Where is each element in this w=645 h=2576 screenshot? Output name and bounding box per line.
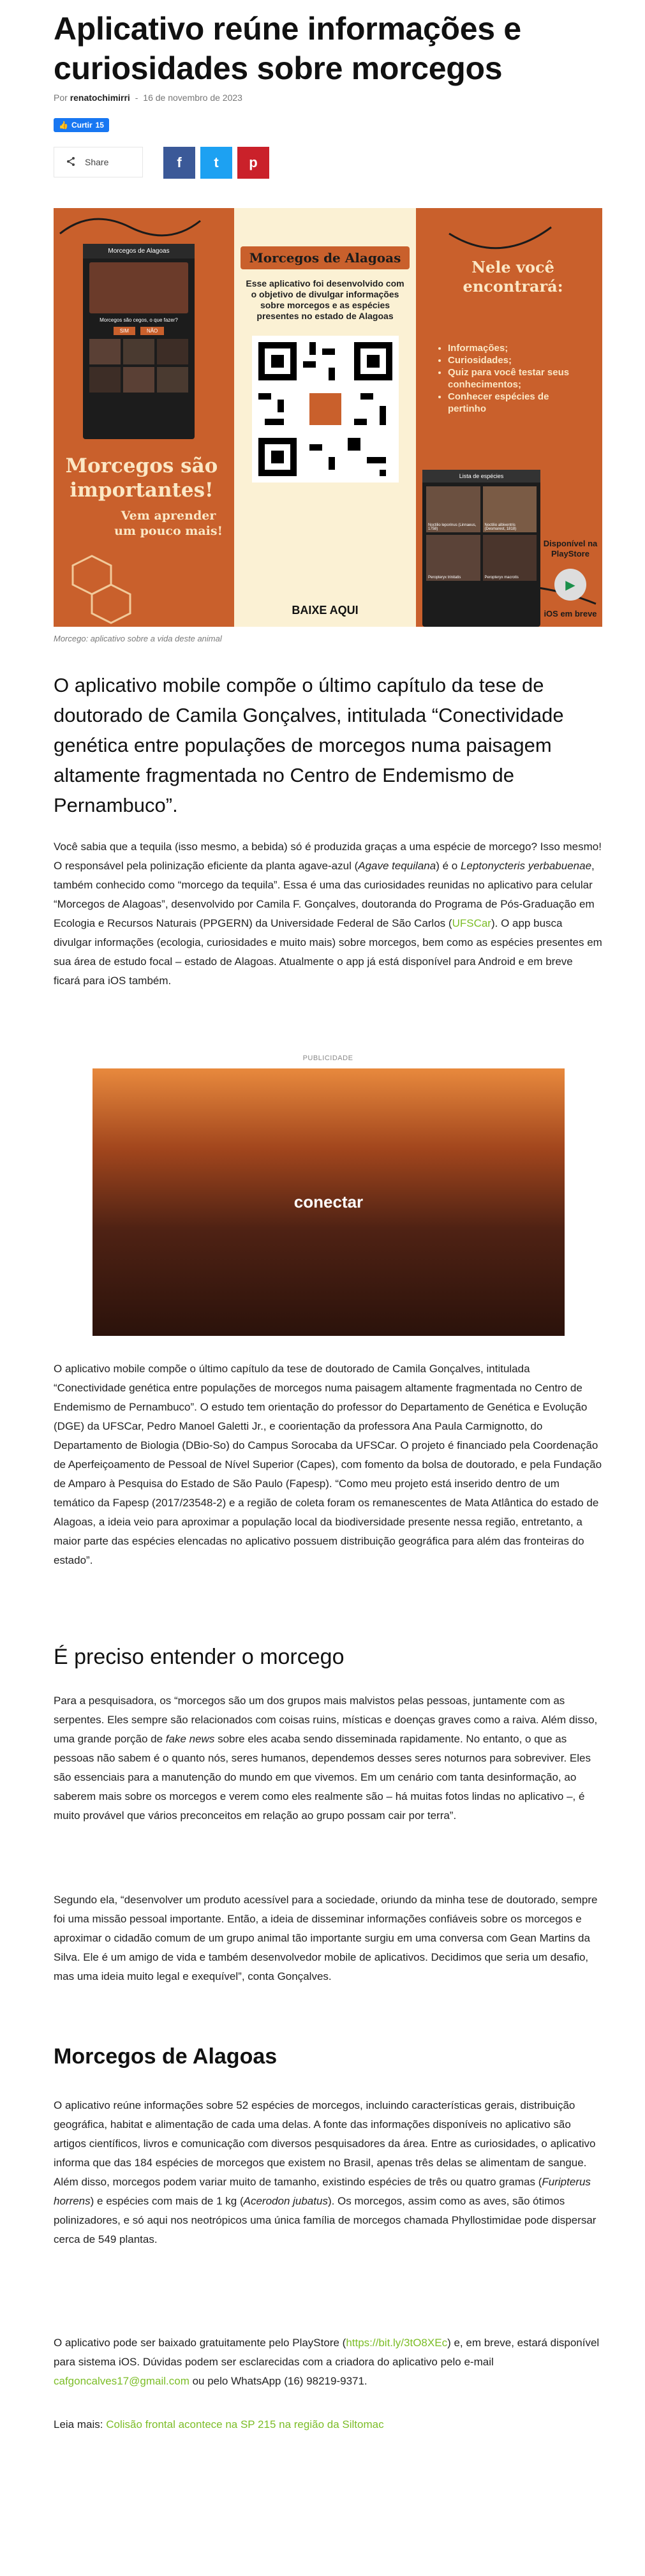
paragraph-thesis: O aplicativo mobile compõe o último capítulo da tese de doutorado de Camila Gonçalves, intitulada “Conectividade genética entre populações de morcegos numa paisagem altamente fragmentada no Centro de Endemismo de Pernambuco”. O estudo tem orientação do professor do Departamento de Genética e Evolução (DGE) da UFSCar, Pedro Manoel Galetti Jr., e coorientação da professora Ana Paula Carmignotto, do Departamento de Biologia (DBio-So) do Campus Sorocaba da UFSCar. O projeto é financiado pela Coordenação de Aperfeiçoamento de Pessoal de Nível Superior (Capes), com fomento da bolsa de doutorado, e pela Fundação de Amparo à Pesquisa do Estado de São Paulo (Fapesp). “Como meu projeto está inserido dentro de um temático da Fapesp (2017/23548-2) e a região de coleta foram os remanescentes de Mata Atlântica do estado de Alagoas, a ideia veio para aproximar a população local da biodiversidade presente nessa região, entretanto, a maior parte das espécies elencadas no aplicativo possuem distribuição geográfica para além das fronteiras do estado”. — [54, 1363, 602, 1566]
species-name: Agave tequilana — [358, 860, 436, 872]
facebook-icon: f — [177, 154, 182, 170]
species-label: Peropteryx trinitatis — [428, 576, 461, 580]
read-more-label: Leia mais: — [54, 2418, 103, 2430]
twitter-icon: t — [214, 154, 219, 170]
lead-paragraph: O aplicativo mobile compõe o último capítulo da tese de doutorado de Camila Gonçalves, intitulada “Conectividade genética entre populações de morcegos numa paisagem altamente fragmentada no Centro de Endemismo de Pernambuco”. — [54, 674, 564, 816]
twitter-share-button[interactable] — [200, 147, 232, 179]
ios-soon: iOS em breve — [544, 609, 597, 618]
species-label: Peropteryx macrotis — [484, 576, 519, 580]
paragraph-download — [54, 2333, 602, 2391]
hero-right-item: • Informações; — [448, 342, 589, 354]
phone-btn-yes: SIM — [114, 327, 135, 335]
hero-right-item: • Conhecer espécies de pertinho — [448, 391, 589, 415]
app-screenshot-species-list — [422, 470, 540, 627]
read-more — [54, 2415, 602, 2434]
text: ) e espécies com mais de 1 kg ( — [90, 2195, 244, 2207]
read-more-link[interactable]: Colisão frontal acontece na SP 215 na região da Siltomac — [106, 2418, 384, 2430]
share-bar — [54, 147, 269, 179]
hero-mid-title: Morcegos de Alagoas — [241, 246, 410, 269]
text: , também conhecido como “morcego da tequila”. Essa é uma das curiosidades reunidas no aplicativo para celular “Morcegos de Alagoas”, desenvolvido por Camila F. Gonçalves, doutoranda do Programa de Pós-Graduação em Ecologia e Recursos Naturais (PPGERN) da Universidade Federal de São Carlos ( — [54, 860, 595, 929]
text: ). Os morcegos, assim como as aves, são ótimos polinizadores, e só aqui nos neotrópicos uma única família de morcegos chamada Phyllostimidae pode dispersar cerca de 549 plantas. — [54, 2195, 597, 2245]
hero-left-subtext: Vem aprender um pouco mais! — [114, 509, 223, 538]
paragraph-researcher — [54, 1691, 602, 1825]
share-label: Share — [85, 157, 109, 167]
hero-image — [54, 208, 602, 627]
pinterest-share-button[interactable] — [237, 147, 269, 179]
download-label: BAIXE AQUI — [292, 604, 359, 617]
text: Para a pesquisadora, os “morcegos são um dos grupos mais malvistos pelas pessoas, juntamente com as serpentes. Eles sempre são relacionados com coisas ruins, místicas e doenças graves como a raiva. Além disso, uma grande porção de — [54, 1695, 598, 1745]
app-header: Morcegos de Alagoas — [83, 244, 195, 258]
qr-code — [252, 336, 399, 483]
share-button[interactable] — [54, 147, 143, 177]
like-count: 15 — [95, 121, 104, 130]
article-date: 16 de novembro de 2023 — [143, 93, 242, 103]
article-meta — [54, 93, 242, 103]
image-caption: Morcego: aplicativo sobre a vida deste animal — [54, 634, 222, 643]
species-name: Leptonycteris yerbabuenae — [460, 860, 592, 872]
store-availability: Disponível na PlayStore — [543, 539, 598, 558]
hero-middle-panel — [234, 208, 416, 627]
paragraph-species — [54, 2096, 602, 2249]
text: Você sabia que a tequila (isso mesmo, a bebida) só é produzida graças a uma espécie de morcego? Isso mesmo! O responsável pela polinização eficiente da planta agave-azul ( — [54, 841, 602, 872]
facebook-like-button[interactable] — [54, 118, 109, 132]
hero-mid-text: Esse aplicativo foi desenvolvido com o objetivo de divulgar informações sobre morcegos e as espécies presentes no estado de Alagoas — [246, 278, 404, 321]
hero-right-title: Nele você encontrará: — [463, 258, 563, 296]
species-name: Acerodon jubatus — [243, 2195, 328, 2207]
ad-label: PUBLICIDADE — [302, 1054, 353, 1062]
hero-right-item: • Quiz para você testar seus conhecimentos; — [448, 366, 589, 391]
email-link[interactable]: cafgoncalves17@gmail.com — [54, 2375, 189, 2387]
hero-right-list — [436, 342, 589, 415]
phone-question: Morcegos são cegos, o que fazer? — [100, 317, 178, 323]
text: ). O app busca divulgar informações (ecologia, curiosidades e muito mais) sobre morcegos, bem como as espécies presentes em sua área de estudo focal – estado de Alagoas. Atualmente o app já está disponível para Android e em breve ficará para iOS também. — [54, 917, 602, 987]
share-icon — [66, 156, 76, 168]
text: sobre eles acaba sendo disseminada rapidamente. No entanto, o que as pessoas não sabem é o quanto nós, seres humanos, dependemos desses seres noturnos para sobreviver. Eles são essenciais para a manutenção do mundo em que vivemos. Em um cenário com tanta desinformação, ao saberem mais sobre os morcegos e verem como eles realmente são – há muitas fotos lindas no aplicativo –, é muito provável que vários preconceitos em relação ao grupo possam cair por terra”. — [54, 1733, 591, 1822]
like-label: Curtir — [71, 121, 93, 130]
emphasis: fake news — [165, 1733, 215, 1745]
paragraph-mission: Segundo ela, “desenvolver um produto acessível para a sociedade, oriundo da minha tese de doutorado, sempre foi uma missão pessoal importante. Então, a ideia de disseminar informações confiáveis sobre os morcegos e aproximar o cidadão comum de um grupo animal tão importante surgiu em uma conversa com Gean Martins da Silva. Ele é um amigo de vida e também desenvolvedor mobile de aplicativos. Decidimos que seria um desafio, mas uma ideia muito legal e exequível”, conta Gonçalves. — [54, 1894, 598, 1982]
ufscar-link[interactable]: UFSCar — [452, 917, 491, 929]
pinterest-icon: p — [249, 154, 258, 170]
advertisement[interactable] — [93, 1068, 565, 1336]
facebook-share-button[interactable] — [163, 147, 195, 179]
paragraph-intro — [54, 837, 602, 991]
list-header: Lista de espécies — [422, 470, 540, 483]
section-heading-alagoas: Morcegos de Alagoas — [54, 2044, 278, 2069]
article-title: Aplicativo reúne informações e curiosidades sobre morcegos — [54, 11, 521, 86]
app-screenshot-home — [83, 244, 195, 439]
ad-text: conectar — [293, 1192, 364, 1211]
playstore-link[interactable]: https://bit.ly/3tO8XEc — [346, 2337, 448, 2349]
hero-left-headline: Morcegos são importantes! — [65, 454, 218, 502]
text: ou pelo WhatsApp (16) 98219-9371. — [189, 2375, 367, 2387]
meta-separator: - — [135, 93, 138, 103]
hero-right-item: • Curiosidades; — [448, 354, 589, 366]
play-icon: ▶ — [554, 569, 586, 601]
species-name: Furipterus horrens — [54, 2176, 591, 2207]
text: ) e, em breve, estará disponível para sistema iOS. Dúvidas podem ser esclarecidas com a criadora do aplicativo pelo e-mail — [54, 2337, 600, 2368]
thumbs-up-icon: 👍 — [59, 121, 68, 130]
species-label: Noctilio albiventris (Desmarest, 1818) — [484, 523, 517, 531]
section-heading-entender: É preciso entender o morcego — [54, 1645, 345, 1669]
text: O aplicativo reúne informações sobre 52 espécies de morcegos, incluindo características gerais, distribuição geográfica, habitat e alimentação de cada uma delas. A fonte das informações disponíveis no aplicativo são artigos científicos, livros e comunicação com diversos pesquisadores da área. Entre as curiosidades, o aplicativo informa que das 184 espécies de morcegos que existem no Brasil, apenas três delas se alimentam de sangue. Além disso, morcegos podem variar muito de tamanho, existindo espécies de três ou quatro gramas ( — [54, 2099, 596, 2188]
meta-by: Por — [54, 93, 68, 103]
text: ) é o — [436, 860, 461, 872]
author-link[interactable]: renatochimirri — [70, 93, 130, 103]
species-label: Noctilio leporinus (Linnaeus, 1758) — [428, 523, 477, 531]
phone-btn-no: NÃO — [140, 327, 164, 335]
text: O aplicativo pode ser baixado gratuitamente pelo PlayStore ( — [54, 2337, 346, 2349]
